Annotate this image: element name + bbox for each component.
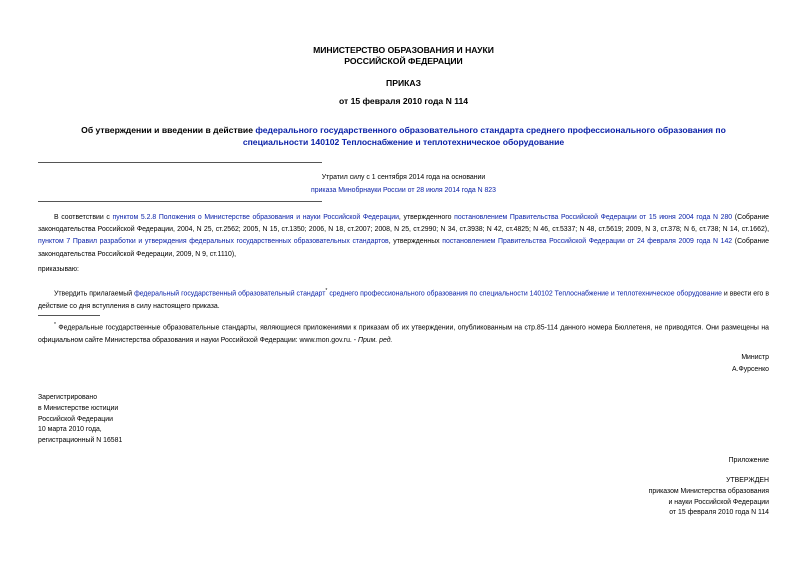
- ministry-line1: МИНИСТЕРСТВО ОБРАЗОВАНИЯ И НАУКИ: [313, 45, 494, 55]
- resolution-142-link[interactable]: постановлением Правительства Российской Федерации от 24 февраля 2009 года N 142: [442, 238, 733, 246]
- status-divider-top: [38, 162, 322, 163]
- resolution-280-link[interactable]: постановлением Правительства Российской Федерации от 15 июня 2004 года N 280: [454, 214, 733, 221]
- approval-line2: и науки Российской Федерации: [668, 498, 769, 506]
- document-title: [40, 124, 767, 148]
- fgos-link[interactable]: федерального государственного образовательного стандарта среднего профессионального образования по: [255, 125, 726, 135]
- document-type: ПРИКАЗ: [386, 78, 421, 88]
- specialty-link[interactable]: среднего профессионального образования по специальности 140102 Теплоснабжение и теплотехническое оборудование: [329, 290, 722, 298]
- order-paragraph: [38, 285, 769, 313]
- registration-line4: 10 марта 2010 года,: [38, 426, 102, 434]
- p1-text2: , утвержденного: [398, 214, 455, 221]
- standard-link[interactable]: федеральный государственный образовательный стандарт: [134, 290, 326, 298]
- title-prefix: Об утверждении и введении в действие: [81, 125, 256, 135]
- approval-block: [540, 476, 769, 519]
- repeal-order-link[interactable]: приказа Минобрнауки России от 28 июля 2014 года N 823: [311, 187, 496, 194]
- fgos-link-cont[interactable]: специальности 140102 Теплоснабжение и теплотехническое оборудование: [242, 137, 565, 147]
- registration-block: [38, 393, 298, 447]
- registration-line3: Российской Федерации: [38, 415, 113, 423]
- registration-line2: в Министерстве юстиции: [38, 404, 119, 412]
- p1-text4: , утвержденных: [388, 238, 443, 246]
- p1-text3: (Собрание законодательства Российской Федерации, 2004, N 25, ст.2562; 2005, N 15, ст.1350; 2006, N 18, ст.2007; 2008, N 25, ст.2990; N 34, ст.3938; N 42, ст.4825; N 46, ст.5337; N 48, ст.5619; 2009, N 3, ст.378; N 6, ст.738; N 14, ст.1662),: [38, 214, 770, 234]
- approval-line3: от 15 февраля 2010 года N 114: [669, 509, 769, 517]
- footnote-mark: *: [54, 322, 56, 328]
- status-text: [38, 171, 769, 197]
- approved-label: УТВЕРЖДЕН: [726, 477, 769, 484]
- ministry-name: [0, 45, 807, 67]
- p1-text5: (Собрание законодательства Российской Федерации, 2009, N 9, ст.1110),: [38, 238, 769, 258]
- ministry-line2: РОССИЙСКОЙ ФЕДЕРАЦИИ: [344, 56, 463, 66]
- appendix-label: Приложение: [728, 457, 769, 464]
- document-date: от 15 февраля 2010 года N 114: [338, 96, 469, 106]
- approval-line1: приказом Министерства образования: [648, 487, 769, 495]
- footnote: [38, 319, 769, 347]
- signatory-name: А.Фурсенко: [732, 365, 769, 373]
- registration-line5: регистрационный N 16581: [38, 437, 123, 445]
- regulation-link[interactable]: пунктом 5.2.8 Положения о Министерстве образования и науки Российской Федерации: [112, 214, 399, 221]
- preamble-paragraph: [38, 212, 769, 261]
- footnote-ref: *: [325, 288, 328, 294]
- signature-block: [600, 352, 769, 375]
- rules-link[interactable]: пунктом 7 Правил разработки и утверждения федеральных государственных образовательных стандартов: [38, 238, 389, 246]
- registration-line1: Зарегистрировано: [38, 394, 98, 401]
- order-word: приказываю:: [38, 266, 79, 273]
- p3-text1: Утвердить прилагаемый: [54, 290, 135, 298]
- footnote-text: Федеральные государственные образовательные стандарты, являющиеся приложениями к приказам об их утверждении, опубликованным на стр.85-114 данного номера Бюллетеня, не приводятся. Они размещены на официальном сайте Министерства образования и науки Российской Федерации: www.mon.gov.ru. -: [38, 324, 769, 344]
- status-line: Утратил силу с 1 сентября 2014 года на основании: [321, 174, 486, 181]
- footnote-divider: [38, 315, 100, 316]
- signatory-title: Министр: [741, 354, 769, 361]
- p3-text2: и ввести его в действие со дня вступления в силу настоящего приказа.: [38, 290, 769, 310]
- p1-text1: В соответствии с: [54, 214, 113, 221]
- editor-note: Прим. ред.: [357, 336, 393, 344]
- status-divider-bottom: [38, 201, 322, 202]
